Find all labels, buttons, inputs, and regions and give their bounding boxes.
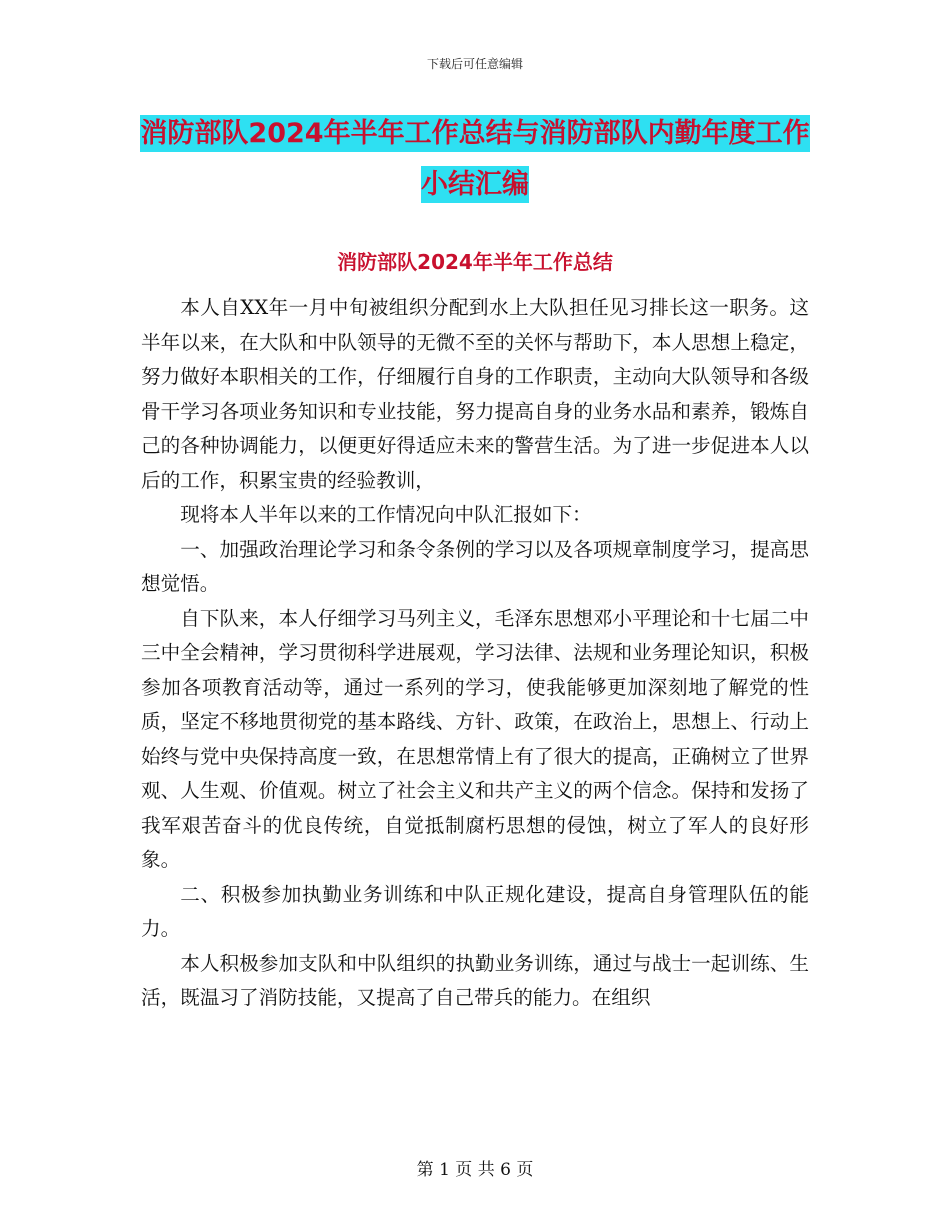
paragraph: 自下队来，本人仔细学习马列主义，毛泽东思想邓小平理论和十七届二中三中全会精神，学习贯彻科学进展观，学习法律、法规和业务理论知识，积极参加各项教育活动等，通过一系列的学习，使我能够更加深刻地了解党的性质，坚定不移地贯彻党的基本路线、方针、政策，在政治上，思想上、行动上始终与党中央保持高度一致，在思想常情上有了很大的提高，正确树立了世界观、人生观、价值观。树立了社会主义和共产主义的两个信念。保持和发扬了我军艰苦奋斗的优良传统，自觉抵制腐朽思想的侵蚀，树立了军人的良好形象。	[141, 606, 809, 871]
paragraph: 本人积极参加支队和中队组织的执勤业务训练，通过与战士一起训练、生活，既温习了消防技能，又提高了自己带兵的能力。在组织	[141, 951, 809, 1009]
page-number-footer: 第 1 页 共 6 页	[416, 1160, 534, 1180]
document-title	[140, 108, 810, 210]
paragraph: 二、积极参加执勤业务训练和中队正规化建设，提高自身管理队伍的能力。	[141, 882, 809, 940]
document-title-text: 消防部队2024年半年工作总结与消防部队内勤年度工作小结汇编	[140, 115, 809, 203]
document-body	[141, 291, 809, 1016]
paragraph: 本人自XX年一月中旬被组织分配到水上大队担任见习排长这一职务。这半年以来，在大队和中队领导的无微不至的关怀与帮助下，本人思想上稳定，努力做好本职相关的工作，仔细履行自身的工作职责，主动向大队领导和各级骨干学习各项业务知识和专业技能，努力提高自身的业务水品和素养，锻炼自己的各种协调能力，以便更好得适应未来的警营生活。为了进一步促进本人以后的工作，积累宝贵的经验教训，	[141, 296, 809, 492]
paragraph: 一、加强政治理论学习和条令条例的学习以及各项规章制度学习，提高思想觉悟。	[141, 537, 809, 595]
page-header-note: 下载后可任意编辑	[426, 57, 523, 71]
paragraph: 现将本人半年以来的工作情况向中队汇报如下：	[180, 503, 592, 526]
section-title: 消防部队2024年半年工作总结	[337, 250, 613, 274]
